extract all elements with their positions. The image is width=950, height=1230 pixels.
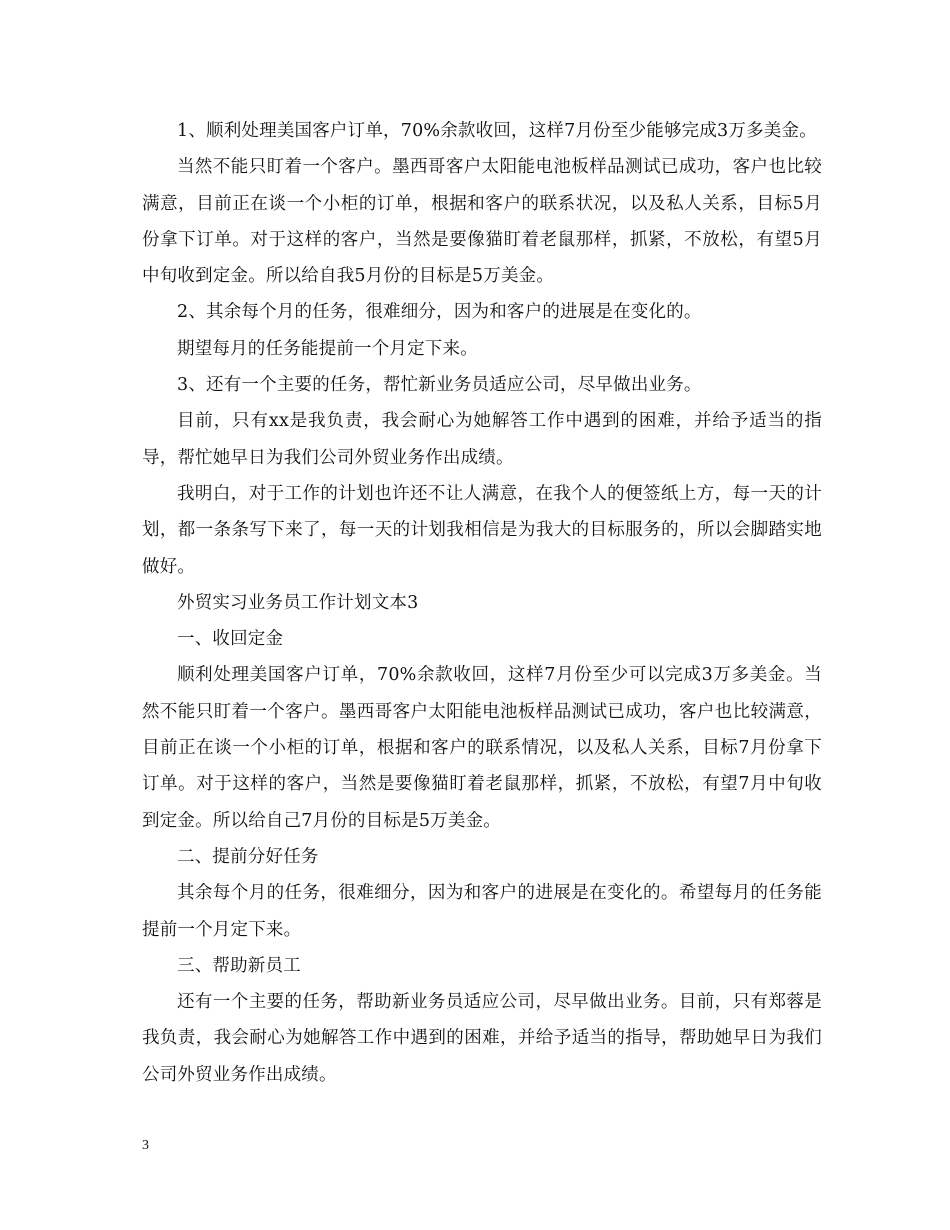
document-body: [142, 113, 822, 1093]
paragraph: 目前，只有xx是我负责，我会耐心为她解答工作中遇到的困难，并给予适当的指导，帮忙她早日为我们公司外贸业务作出成绩。: [142, 411, 822, 468]
paragraph: 3、还有一个主要的任务，帮忙新业务员适应公司，尽早做出业务。: [177, 375, 702, 396]
section-heading: 三、帮助新员工: [177, 955, 301, 976]
paragraph: 2、其余每个月的任务，很难细分，因为和客户的进展是在变化的。: [177, 302, 702, 323]
section-heading: 二、提前分好任务: [177, 846, 319, 867]
paragraph: 还有一个主要的任务，帮助新业务员适应公司，尽早做出业务。目前，只有郑蓉是我负责，我会耐心为她解答工作中遇到的困难，并给予适当的指导，帮助她早日为我们公司外贸业务作出成绩。: [142, 992, 822, 1085]
paragraph: 我明白，对于工作的计划也许还不让人满意，在我个人的便签纸上方，每一天的计划，都一条条写下来了，每一天的计划我相信是为我大的目标服务的，所以会脚踏实地做好。: [142, 483, 822, 577]
page-number: 3: [142, 1138, 149, 1153]
paragraph: 顺利处理美国客户订单，70%余款收回，这样7月份至少可以完成3万多美金。当然不能只盯着一个客户。墨西哥客户太阳能电池板样品测试已成功，客户也比较满意，目前正在谈一个小柜的订单，根据和客户的联系情况，以及私人关系，目标7月份拿下订单。对于这样的客户，当然是要像猫盯着老鼠那样，抓紧，不放松，有望7月中旬收到定金。所以给自己7月份的目标是5万美金。: [142, 665, 822, 831]
paragraph: 当然不能只盯着一个客户。墨西哥客户太阳能电池板样品测试已成功，客户也比较满意，目前正在谈一个小柜的订单，根据和客户的联系状况，以及私人关系，目标5月份拿下订单。对于这样的客户，当然是要像猫盯着老鼠那样，抓紧，不放松，有望5月中旬收到定金。所以给自我5月份的目标是5万美金。: [142, 157, 822, 287]
paragraph: 其余每个月的任务，很难细分，因为和客户的进展是在变化的。希望每月的任务能提前一个月定下来。: [142, 883, 822, 940]
section-heading: 一、收回定金: [177, 629, 284, 650]
paragraph: 1、顺利处理美国客户订单，70%余款收回，这样7月份至少能够完成3万多美金。: [177, 121, 817, 141]
section-title: 外贸实习业务员工作计划文本3: [177, 592, 419, 613]
paragraph: 期望每月的任务能提前一个月定下来。: [177, 338, 478, 359]
